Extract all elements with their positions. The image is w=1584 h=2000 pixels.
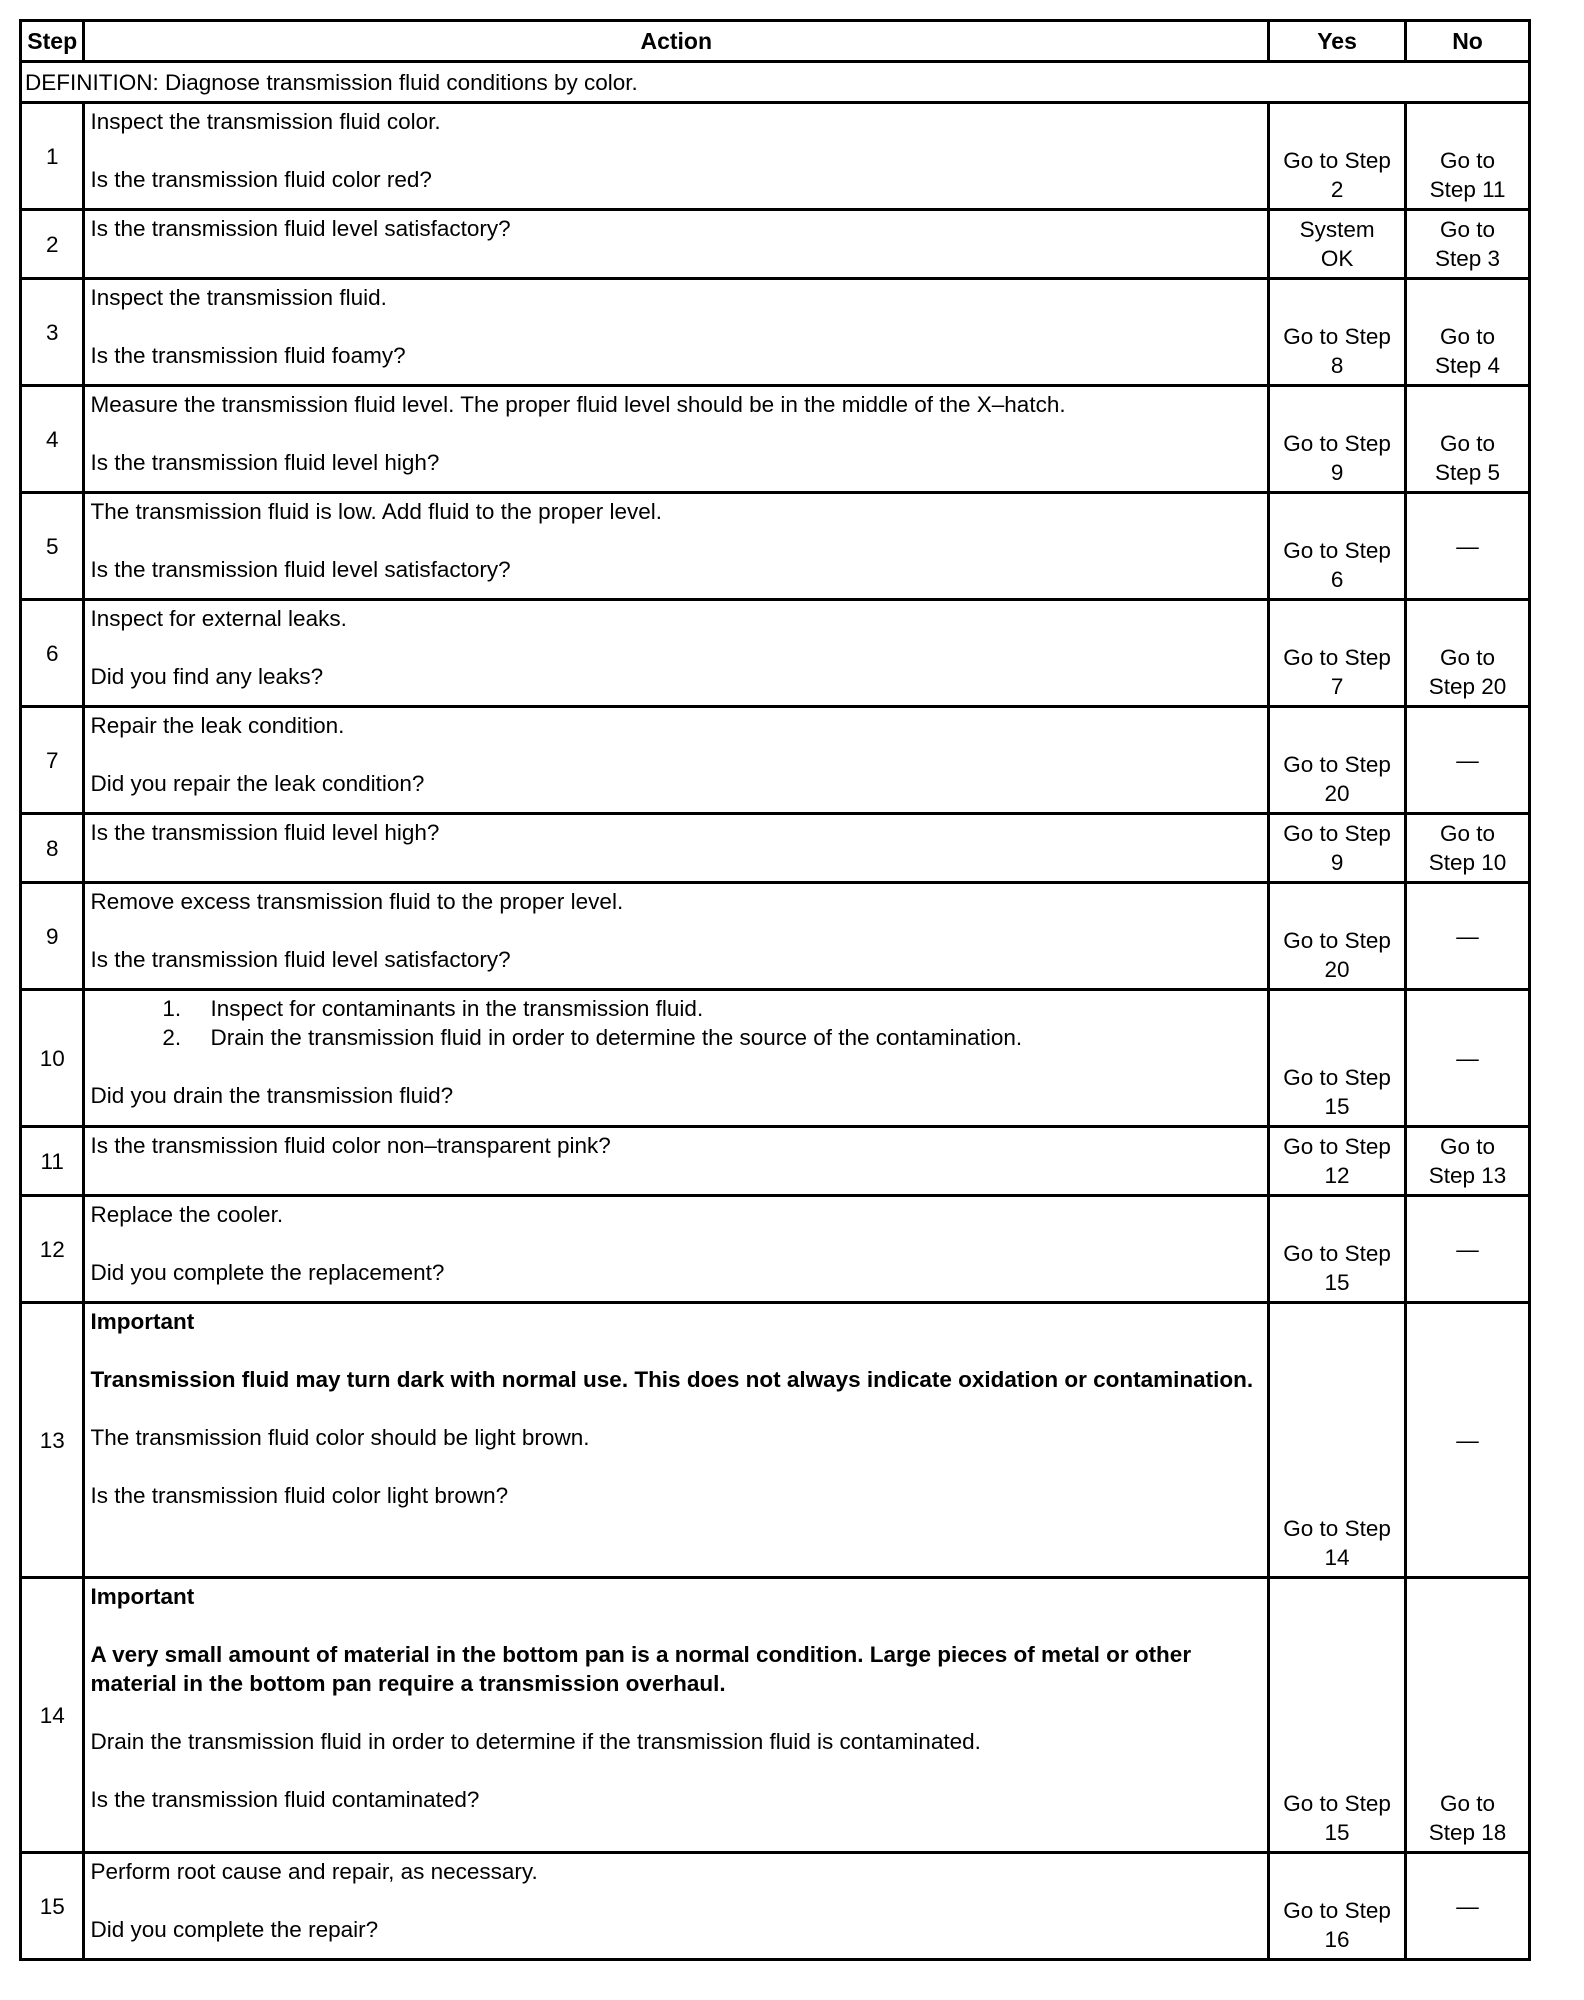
no-result-line: — bbox=[1456, 1236, 1479, 1262]
spacer bbox=[90, 1756, 1261, 1785]
no-result-line: Step 5 bbox=[1435, 460, 1501, 485]
yes-result bbox=[1269, 279, 1406, 386]
yes-result-line: 15 bbox=[1324, 1094, 1350, 1119]
no-result bbox=[1406, 707, 1530, 814]
yes-result bbox=[1269, 1578, 1406, 1853]
action-question: Is the transmission fluid color non–transparent pink? bbox=[90, 1133, 611, 1158]
spacer bbox=[90, 916, 1261, 945]
no-result-line: Step 18 bbox=[1428, 1820, 1507, 1845]
important-text: A very small amount of material in the bottom pan is a normal condition. Large pieces of metal or other material in the bottom pan require a transmission overhaul. bbox=[90, 1642, 1192, 1696]
spacer bbox=[90, 740, 1261, 769]
no-result-line: — bbox=[1456, 1045, 1479, 1071]
yes-result-line: 9 bbox=[1330, 460, 1344, 485]
yes-result-line: OK bbox=[1320, 246, 1354, 271]
no-result-line: Step 11 bbox=[1429, 177, 1506, 202]
action-instruction: Replace the cooler. bbox=[90, 1202, 284, 1227]
yes-result bbox=[1269, 883, 1406, 990]
yes-result-line: 2 bbox=[1330, 177, 1344, 202]
no-result bbox=[1406, 279, 1530, 386]
action-instruction: Remove excess transmission fluid to the proper level. bbox=[90, 889, 624, 914]
step-number: 7 bbox=[21, 707, 84, 814]
no-result-line: Go to bbox=[1440, 1134, 1496, 1159]
no-result bbox=[1406, 600, 1530, 707]
step-number: 12 bbox=[21, 1196, 84, 1303]
yes-result bbox=[1269, 600, 1406, 707]
yes-result-line: 16 bbox=[1324, 1927, 1350, 1952]
no-result bbox=[1406, 1127, 1530, 1196]
yes-result bbox=[1269, 103, 1406, 210]
yes-result-line: Go to Step bbox=[1283, 645, 1391, 670]
step-number: 8 bbox=[21, 814, 84, 883]
yes-result-line: 12 bbox=[1324, 1163, 1350, 1188]
action-cell bbox=[84, 103, 1269, 210]
no-result-line: Go to bbox=[1440, 217, 1496, 242]
yes-result-line: Go to Step bbox=[1283, 431, 1391, 456]
action-instruction: Perform root cause and repair, as necessary. bbox=[90, 1859, 538, 1884]
no-result bbox=[1406, 814, 1530, 883]
yes-result bbox=[1269, 814, 1406, 883]
no-result-line: Go to bbox=[1440, 1791, 1496, 1816]
yes-result-line: 8 bbox=[1330, 353, 1344, 378]
action-list-item: 2. Drain the transmission fluid in order to determine the source of the contamination. bbox=[187, 1023, 1261, 1052]
no-result-line: Go to bbox=[1440, 821, 1496, 846]
action-cell bbox=[84, 386, 1269, 493]
action-cell bbox=[84, 707, 1269, 814]
action-question: Is the transmission fluid contaminated? bbox=[90, 1787, 480, 1812]
yes-result bbox=[1269, 990, 1406, 1127]
action-question: Is the transmission fluid level satisfactory? bbox=[90, 557, 511, 582]
action-question: Is the transmission fluid level high? bbox=[90, 820, 440, 845]
table-row bbox=[21, 103, 1530, 210]
yes-result bbox=[1269, 707, 1406, 814]
yes-result-line: 6 bbox=[1330, 567, 1344, 592]
table-row bbox=[21, 279, 1530, 386]
action-instruction: The transmission fluid color should be light brown. bbox=[90, 1425, 590, 1450]
yes-result-line: Go to Step bbox=[1283, 148, 1391, 173]
table-row bbox=[21, 493, 1530, 600]
action-cell bbox=[84, 210, 1269, 279]
spacer bbox=[90, 1452, 1261, 1481]
table-row bbox=[21, 1853, 1530, 1960]
spacer bbox=[90, 633, 1261, 662]
action-instruction: Measure the transmission fluid level. The proper fluid level should be in the middle of the X–hatch. bbox=[90, 392, 1066, 417]
yes-result bbox=[1269, 1196, 1406, 1303]
action-cell bbox=[84, 814, 1269, 883]
yes-result bbox=[1269, 493, 1406, 600]
spacer bbox=[90, 312, 1261, 341]
yes-result-line: Go to Step bbox=[1283, 752, 1391, 777]
definition-text: DEFINITION: Diagnose transmission fluid conditions by color. bbox=[21, 62, 1530, 103]
yes-result-line: 20 bbox=[1324, 781, 1350, 806]
no-result-line: Step 3 bbox=[1435, 246, 1501, 271]
action-cell bbox=[84, 600, 1269, 707]
yes-result-line: Go to Step bbox=[1283, 928, 1391, 953]
action-instruction: Drain the transmission fluid in order to determine if the transmission fluid is contaminated. bbox=[90, 1729, 981, 1754]
action-cell bbox=[84, 990, 1269, 1127]
action-cell bbox=[84, 883, 1269, 990]
step-number: 11 bbox=[21, 1127, 84, 1196]
yes-result-line: 20 bbox=[1324, 957, 1350, 982]
no-result-line: Step 10 bbox=[1428, 850, 1507, 875]
important-text: Transmission fluid may turn dark with normal use. This does not always indicate oxidation or contamination. bbox=[90, 1367, 1254, 1392]
spacer bbox=[90, 1886, 1261, 1915]
no-result-line: Step 20 bbox=[1428, 674, 1507, 699]
yes-result-line: System bbox=[1299, 217, 1375, 242]
action-instruction: Inspect the transmission fluid. bbox=[90, 285, 387, 310]
important-label: Important bbox=[90, 1584, 195, 1609]
no-result bbox=[1406, 883, 1530, 990]
yes-result-line: Go to Step bbox=[1283, 1516, 1391, 1541]
spacer bbox=[90, 1698, 1261, 1727]
action-question: Is the transmission fluid foamy? bbox=[90, 343, 406, 368]
no-result bbox=[1406, 210, 1530, 279]
spacer bbox=[90, 419, 1261, 448]
action-cell bbox=[84, 1853, 1269, 1960]
step-number: 1 bbox=[21, 103, 84, 210]
action-cell bbox=[84, 1127, 1269, 1196]
action-question: Is the transmission fluid level satisfactory? bbox=[90, 216, 511, 241]
no-result bbox=[1406, 386, 1530, 493]
spacer bbox=[90, 1229, 1261, 1258]
action-question: Is the transmission fluid level high? bbox=[90, 450, 440, 475]
yes-result-line: 14 bbox=[1324, 1545, 1350, 1570]
table-row bbox=[21, 386, 1530, 493]
header-row bbox=[21, 21, 1530, 62]
header-no: No bbox=[1406, 21, 1530, 62]
yes-result-line: 15 bbox=[1324, 1820, 1350, 1845]
yes-result-line: 9 bbox=[1330, 850, 1344, 875]
action-question: Did you repair the leak condition? bbox=[90, 771, 425, 796]
no-result bbox=[1406, 1578, 1530, 1853]
action-instruction: Inspect for external leaks. bbox=[90, 606, 347, 631]
action-question: Did you complete the repair? bbox=[90, 1917, 379, 1942]
no-result bbox=[1406, 1303, 1530, 1578]
yes-result-line: Go to Step bbox=[1283, 324, 1391, 349]
action-question: Did you find any leaks? bbox=[90, 664, 324, 689]
table-row bbox=[21, 707, 1530, 814]
no-result bbox=[1406, 1853, 1530, 1960]
table-row bbox=[21, 814, 1530, 883]
step-number: 9 bbox=[21, 883, 84, 990]
no-result-line: — bbox=[1456, 747, 1479, 773]
no-result bbox=[1406, 990, 1530, 1127]
diagnostic-table-container bbox=[19, 19, 1531, 1961]
table-row bbox=[21, 990, 1530, 1127]
no-result bbox=[1406, 103, 1530, 210]
yes-result bbox=[1269, 210, 1406, 279]
action-question: Is the transmission fluid color light brown? bbox=[90, 1483, 509, 1508]
action-cell bbox=[84, 493, 1269, 600]
action-cell bbox=[84, 279, 1269, 386]
yes-result-line: Go to Step bbox=[1283, 538, 1391, 563]
no-result-line: — bbox=[1456, 923, 1479, 949]
important-label: Important bbox=[90, 1309, 195, 1334]
yes-result-line: 7 bbox=[1330, 674, 1344, 699]
no-result bbox=[1406, 1196, 1530, 1303]
yes-result-line: Go to Step bbox=[1283, 1241, 1391, 1266]
spacer bbox=[90, 136, 1261, 165]
table-row bbox=[21, 1303, 1530, 1578]
spacer bbox=[90, 526, 1261, 555]
no-result-line: — bbox=[1456, 1893, 1479, 1919]
step-number: 5 bbox=[21, 493, 84, 600]
yes-result-line: Go to Step bbox=[1283, 1791, 1391, 1816]
action-list bbox=[90, 994, 1261, 1052]
diagnostic-table bbox=[19, 19, 1531, 1961]
no-result-line: — bbox=[1456, 533, 1479, 559]
step-number: 15 bbox=[21, 1853, 84, 1960]
action-cell bbox=[84, 1303, 1269, 1578]
yes-result-line: Go to Step bbox=[1283, 1134, 1391, 1159]
yes-result-line: Go to Step bbox=[1283, 1065, 1391, 1090]
table-row bbox=[21, 1196, 1530, 1303]
header-yes: Yes bbox=[1269, 21, 1406, 62]
no-result-line: — bbox=[1456, 1427, 1479, 1453]
table-row bbox=[21, 1127, 1530, 1196]
no-result-line: Step 4 bbox=[1435, 353, 1501, 378]
yes-result-line: Go to Step bbox=[1283, 1898, 1391, 1923]
spacer bbox=[90, 1052, 1261, 1081]
no-result-line: Go to bbox=[1440, 148, 1496, 173]
no-result bbox=[1406, 493, 1530, 600]
spacer bbox=[90, 1611, 1261, 1640]
action-question: Did you complete the replacement? bbox=[90, 1260, 445, 1285]
yes-result bbox=[1269, 386, 1406, 493]
action-list-item: 1. Inspect for contaminants in the transmission fluid. bbox=[187, 994, 1261, 1023]
step-number: 4 bbox=[21, 386, 84, 493]
table-row bbox=[21, 210, 1530, 279]
action-cell bbox=[84, 1578, 1269, 1853]
step-number: 6 bbox=[21, 600, 84, 707]
step-number: 13 bbox=[21, 1303, 84, 1578]
spacer bbox=[90, 1394, 1261, 1423]
no-result-line: Go to bbox=[1440, 431, 1496, 456]
action-question: Did you drain the transmission fluid? bbox=[90, 1083, 454, 1108]
header-action: Action bbox=[84, 21, 1269, 62]
step-number: 14 bbox=[21, 1578, 84, 1853]
no-result-line: Go to bbox=[1440, 324, 1496, 349]
yes-result bbox=[1269, 1853, 1406, 1960]
action-instruction: The transmission fluid is low. Add fluid to the proper level. bbox=[90, 499, 662, 524]
no-result-line: Step 13 bbox=[1428, 1163, 1507, 1188]
header-step: Step bbox=[21, 21, 84, 62]
table-row bbox=[21, 883, 1530, 990]
step-number: 10 bbox=[21, 990, 84, 1127]
yes-result-line: 15 bbox=[1324, 1270, 1350, 1295]
yes-result bbox=[1269, 1127, 1406, 1196]
action-cell bbox=[84, 1196, 1269, 1303]
action-instruction: Inspect the transmission fluid color. bbox=[90, 109, 441, 134]
action-question: Is the transmission fluid level satisfactory? bbox=[90, 947, 511, 972]
action-question: Is the transmission fluid color red? bbox=[90, 167, 432, 192]
table-row bbox=[21, 1578, 1530, 1853]
spacer bbox=[90, 1336, 1261, 1365]
definition-row bbox=[21, 62, 1530, 103]
step-number: 2 bbox=[21, 210, 84, 279]
action-instruction: Repair the leak condition. bbox=[90, 713, 345, 738]
yes-result bbox=[1269, 1303, 1406, 1578]
table-row bbox=[21, 600, 1530, 707]
no-result-line: Go to bbox=[1440, 645, 1496, 670]
yes-result-line: Go to Step bbox=[1283, 821, 1391, 846]
step-number: 3 bbox=[21, 279, 84, 386]
